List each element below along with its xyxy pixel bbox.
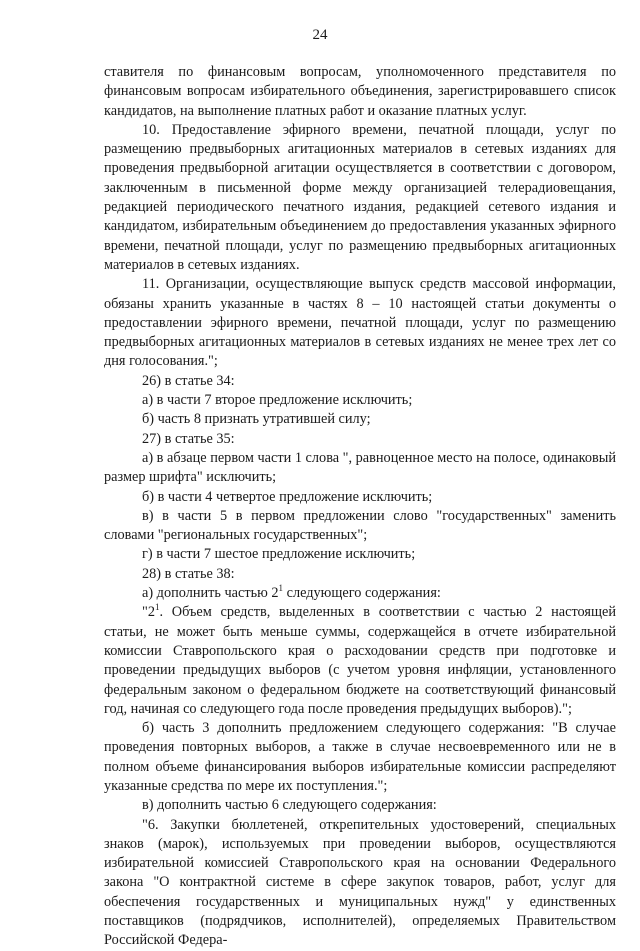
page-number: 24: [312, 27, 328, 43]
paragraph: а) в абзаце первом части 1 слова ", равноценное место на полосе, одинаковый размер шрифта" исключить;: [104, 449, 616, 486]
paragraph: [104, 584, 616, 603]
superscript: 1: [278, 583, 284, 594]
paragraph: 10. Предоставление эфирного времени, печатной площади, услуг по размещению предвыборных агитационных материалов в сетевых изданиях для проведения предвыборной агитации осуществляется в соответствии с договором, заключенным в письменной форме между организацией телерадиовещания, редакцией периодического печатного издания, редакцией сетевого издания и кандидатом, избирательным объединением до предоставления указанных эфирного времени, печатной площади, услуг по размещению предвыборных агитационных материалов в сетевых изданиях.: [104, 121, 616, 273]
paragraph: ставителя по финансовым вопросам, уполномоченного представителя по финансовым вопросам избирательного объединения, зарегистрировавшего список кандидатов, на выполнение платных работ и оказание платных услуг.: [104, 64, 616, 119]
paragraph: 28) в статье 38:: [142, 565, 235, 582]
text-span: а) дополнить частью 2: [142, 585, 279, 602]
document-body: [104, 63, 616, 951]
text-span: следующего содержания:: [283, 585, 441, 602]
text-span: . Объем средств, выделенных в соответствии с частью 2 настоящей статьи, не может быть меньше суммы, содержащейся в отчете избирательной комиссии Ставропольского края о расходовании средств при подготовке и проведении предыдущих выборов (с учетом уровня инфляции, установленного федеральным законом о федеральном бюджете на соответствующий финансовый год, начиная со следующего года после проведения предыдущих выборов).";: [104, 604, 616, 717]
text-span: "2: [142, 604, 155, 621]
paragraph: в) дополнить частью 6 следующего содержания:: [142, 797, 437, 814]
paragraph: б) часть 3 дополнить предложением следующего содержания: "В случае проведения повторных выборов, а также в случае несвоевременного или не в полном объеме финансирования выборов избирательные комиссии распределяют указанные средства по мере их поступления.";: [104, 720, 616, 794]
paragraph: г) в части 7 шестое предложение исключить;: [142, 546, 416, 563]
paragraph: б) в части 4 четвертое предложение исключить;: [142, 488, 433, 505]
superscript: 1: [155, 602, 160, 613]
paragraph: а) в части 7 второе предложение исключить;: [142, 392, 413, 409]
paragraph: в) в части 5 в первом предложении слово "государственных" заменить словами "региональных государственных";: [104, 507, 616, 544]
paragraph: б) часть 8 признать утратившей силу;: [142, 411, 371, 428]
paragraph: 26) в статье 34:: [142, 372, 235, 389]
paragraph: 27) в статье 35:: [142, 430, 235, 447]
paragraph: "6. Закупки бюллетеней, открепительных удостоверений, специальных знаков (марок), используемых при проведении выборов, осуществляются избирательной комиссией Ставропольского края на основании Федерального закона "О контрактной системе в сфере закупок товаров, работ, услуг для обеспечения государственных и муниципальных нужд" у единственных поставщиков (подрядчиков, исполнителей), определяемых Правительством Российской Федера-: [104, 816, 616, 949]
paragraph: [104, 603, 616, 719]
paragraph: 11. Организации, осуществляющие выпуск средств массовой информации, обязаны хранить указанные в частях 8 – 10 настоящей статьи документы о предоставлении эфирного времени, печатной площади, услуг по размещению предвыборных агитационных материалов в сетевых изданиях не менее трех лет со дня голосования.";: [104, 276, 616, 370]
